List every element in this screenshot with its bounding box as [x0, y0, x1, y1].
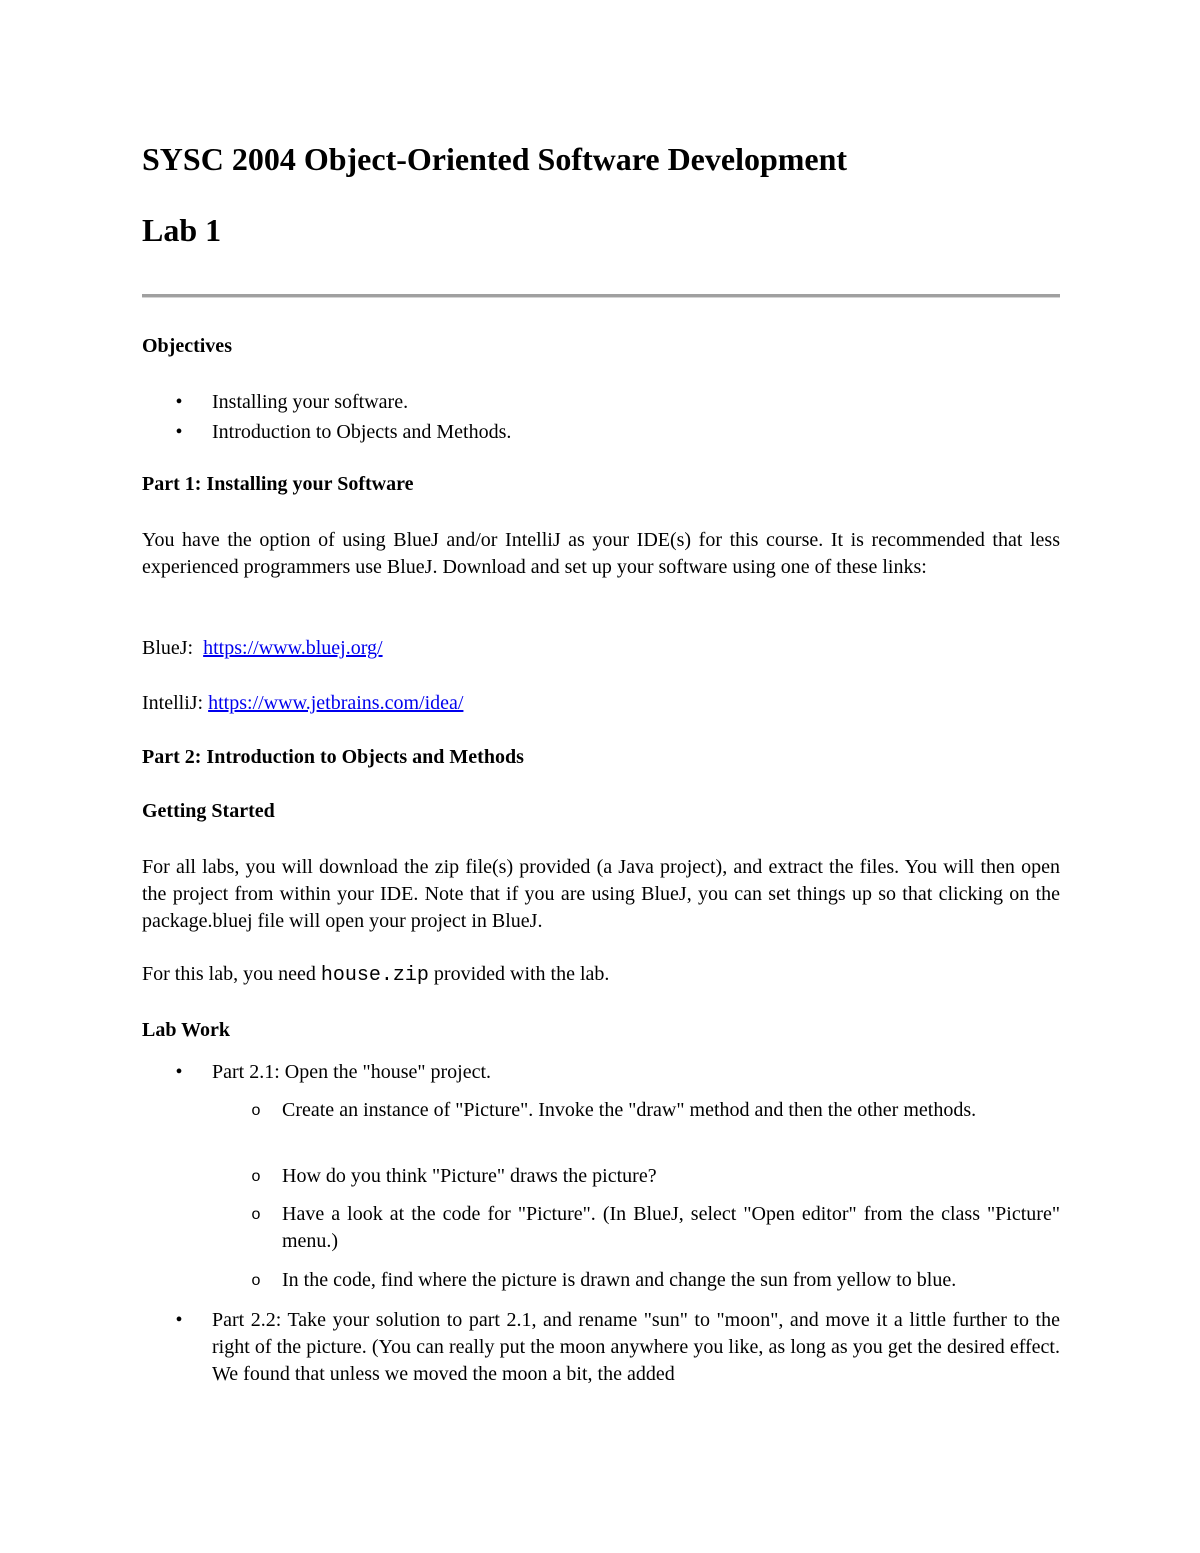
bluej-link[interactable]: https://www.bluej.org/	[203, 637, 383, 659]
lab-number-title: Lab 1	[142, 212, 222, 248]
lab-file-line	[142, 963, 609, 987]
horizontal-rule	[142, 294, 1060, 298]
bullet-icon: •	[175, 1309, 183, 1331]
intellij-link[interactable]: https://www.jetbrains.com/idea/	[208, 692, 464, 714]
lab-file-prefix: For this lab, you need	[142, 963, 316, 985]
sub-bullet-icon: o	[251, 1206, 261, 1223]
document-title: SYSC 2004 Object-Oriented Software Development	[142, 141, 848, 177]
bluej-label: BlueJ:	[142, 637, 194, 659]
intellij-label: IntelliJ:	[142, 692, 204, 714]
part2-heading: Part 2: Introduction to Objects and Methods	[142, 746, 524, 768]
sub-bullet-icon: o	[251, 1102, 261, 1119]
objectives-heading: Objectives	[142, 335, 232, 357]
bullet-icon: •	[175, 391, 183, 413]
intellij-link-line	[142, 692, 463, 715]
part1-heading: Part 1: Installing your Software	[142, 473, 414, 495]
lab-file-suffix: provided with the lab.	[433, 963, 610, 985]
lab-file-name: house.zip	[320, 964, 429, 987]
sub-bullet-icon: o	[251, 1272, 261, 1289]
bullet-icon: •	[175, 421, 183, 443]
part1-paragraph: You have the option of using BlueJ and/or IntelliJ as your IDE(s) for this course. It is recommended that less experienced programmers use BlueJ. Download and set up your software using one of these links:	[142, 529, 1060, 578]
objective-text: Installing your software.	[212, 391, 409, 413]
objective-text: Introduction to Objects and Methods.	[212, 421, 512, 443]
bullet-icon: •	[175, 1061, 183, 1083]
sub-item-text: Create an instance of "Picture". Invoke the "draw" method and then the other methods.	[282, 1099, 977, 1121]
sub-item-text: In the code, find where the picture is drawn and change the sun from yellow to blue.	[282, 1269, 957, 1291]
bluej-link-line	[142, 637, 383, 660]
lab-work-item-text: Part 2.2: Take your solution to part 2.1, and rename "sun" to "moon", and move it a little further to the right of the picture. (You can really put the moon anywhere you like, as long as you get the desired effect. We found that unless we moved the moon a bit, the added	[212, 1309, 1060, 1385]
lab-work-item-text: Part 2.1: Open the "house" project.	[212, 1061, 492, 1083]
lab-work-heading: Lab Work	[142, 1019, 230, 1041]
getting-started-paragraph: For all labs, you will download the zip file(s) provided (a Java project), and extract the files. You will then open the project from within your IDE. Note that if you are using BlueJ, you can set things up so that clicking on the package.bluej file will open your project in BlueJ.	[142, 856, 1060, 932]
sub-item-text: How do you think "Picture" draws the picture?	[282, 1165, 657, 1187]
getting-started-heading: Getting Started	[142, 800, 275, 822]
sub-item-text: Have a look at the code for "Picture". (In BlueJ, select "Open editor" from the class "Picture" menu.)	[282, 1203, 1060, 1252]
sub-bullet-icon: o	[251, 1168, 261, 1185]
